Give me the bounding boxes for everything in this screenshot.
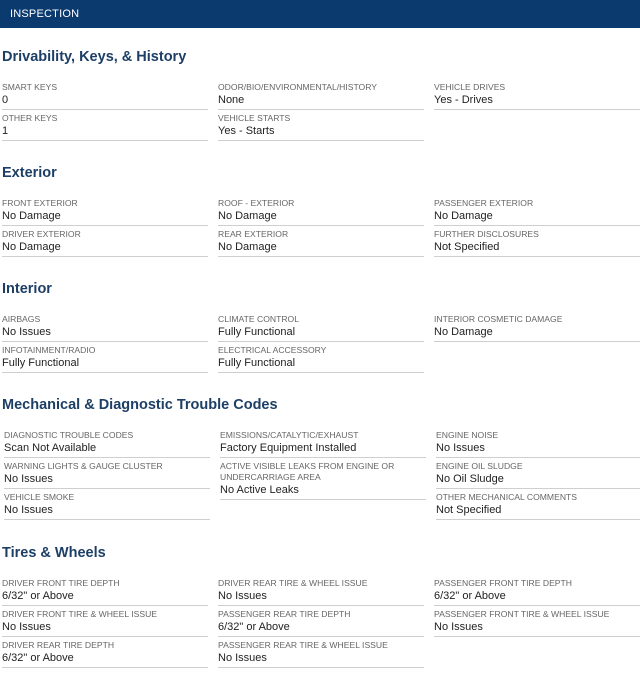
field-vehicle-drives <box>434 82 640 110</box>
field-label: AIRBAGS <box>2 314 41 324</box>
field-label: VEHICLE DRIVES <box>434 82 506 92</box>
field-rear-exterior <box>218 229 424 257</box>
field-value: Fully Functional <box>2 357 80 369</box>
field-value: Yes - Drives <box>434 94 493 106</box>
field-value: Factory Equipment Installed <box>220 442 357 454</box>
field-label: VEHICLE STARTS <box>218 113 291 123</box>
field-value: 0 <box>2 94 9 106</box>
field-label: ENGINE NOISE <box>436 430 499 440</box>
field-label: DRIVER EXTERIOR <box>2 229 81 239</box>
field-value: No Issues <box>434 621 483 633</box>
field-smart-keys <box>2 82 208 110</box>
field-value: Fully Functional <box>218 357 296 369</box>
field-driver-exterior <box>2 229 208 257</box>
field-label: FURTHER DISCLOSURES <box>434 229 539 239</box>
section-drivability <box>0 48 640 144</box>
field-passenger-exterior <box>434 198 640 226</box>
field-value: No Issues <box>4 473 53 485</box>
field-value: No Damage <box>2 210 61 222</box>
field-further-disclosures <box>434 229 640 257</box>
field-label: DRIVER REAR TIRE DEPTH <box>2 640 115 650</box>
field-value: No Damage <box>434 210 493 222</box>
field-electrical-accessory <box>218 345 424 373</box>
field-value: No Issues <box>218 590 267 602</box>
field-label: EMISSIONS/CATALYTIC/EXHAUST <box>220 430 359 440</box>
section-title: Mechanical & Diagnostic Trouble Codes <box>2 397 278 413</box>
field-label: INFOTAINMENT/RADIO <box>2 345 96 355</box>
field-value: 6/32" or Above <box>2 652 74 664</box>
field-value: No Active Leaks <box>220 484 299 496</box>
field-label: REAR EXTERIOR <box>218 229 289 239</box>
field-label: ODOR/BIO/ENVIRONMENTAL/HISTORY <box>218 82 378 92</box>
field-value: No Damage <box>2 241 61 253</box>
field-label: WARNING LIGHTS & GAUGE CLUSTER <box>4 461 163 471</box>
field-label: OTHER MECHANICAL COMMENTS <box>436 492 578 502</box>
field-other-mechanical-comments <box>436 492 640 520</box>
field-label: PASSENGER REAR TIRE DEPTH <box>218 609 351 619</box>
field-value: No Oil Sludge <box>436 473 504 485</box>
field-value: Not Specified <box>434 241 500 253</box>
inspection-header <box>0 0 640 28</box>
field-value: No Issues <box>436 442 485 454</box>
section-title: Tires & Wheels <box>2 545 106 561</box>
field-label: CLIMATE CONTROL <box>218 314 300 324</box>
field-odor-history <box>218 82 424 110</box>
field-value: No Damage <box>434 326 493 338</box>
field-label: DRIVER REAR TIRE & WHEEL ISSUE <box>218 578 368 588</box>
field-climate-control <box>218 314 424 342</box>
field-label: FRONT EXTERIOR <box>2 198 78 208</box>
field-value: None <box>218 94 245 106</box>
field-value: Fully Functional <box>218 326 296 338</box>
field-diagnostic-trouble-codes <box>4 430 210 458</box>
field-driver-front-tire-depth <box>2 578 208 606</box>
field-engine-noise <box>436 430 640 458</box>
field-label: OTHER KEYS <box>2 113 58 123</box>
field-other-keys <box>2 113 208 141</box>
field-value: Scan Not Available <box>4 442 97 454</box>
field-value: No Issues <box>218 652 267 664</box>
section-interior <box>0 280 640 376</box>
field-passenger-front-tire-wheel-issue <box>434 609 640 637</box>
field-label: INTERIOR COSMETIC DAMAGE <box>434 314 563 324</box>
field-value: Yes - Starts <box>218 125 275 137</box>
field-driver-rear-tire-wheel-issue <box>218 578 424 606</box>
section-title: Exterior <box>2 165 57 181</box>
field-warning-lights <box>4 461 210 489</box>
field-passenger-rear-tire-depth <box>218 609 424 637</box>
field-emissions <box>220 430 426 458</box>
field-vehicle-smoke <box>4 492 210 520</box>
field-passenger-front-tire-depth <box>434 578 640 606</box>
field-label: SMART KEYS <box>2 82 58 92</box>
field-label: DIAGNOSTIC TROUBLE CODES <box>4 430 134 440</box>
field-label: PASSENGER EXTERIOR <box>434 198 534 208</box>
field-driver-rear-tire-depth <box>2 640 208 668</box>
field-active-leaks <box>220 461 426 500</box>
field-passenger-rear-tire-wheel-issue <box>218 640 424 668</box>
field-label: PASSENGER FRONT TIRE DEPTH <box>434 578 572 588</box>
field-value: No Issues <box>4 504 53 516</box>
field-label: PASSENGER REAR TIRE & WHEEL ISSUE <box>218 640 388 650</box>
field-label: VEHICLE SMOKE <box>4 492 75 502</box>
field-label: DRIVER FRONT TIRE & WHEEL ISSUE <box>2 609 158 619</box>
field-value: No Damage <box>218 210 277 222</box>
field-value: Not Specified <box>436 504 502 516</box>
field-value: 1 <box>2 125 9 137</box>
field-front-exterior <box>2 198 208 226</box>
field-engine-oil-sludge <box>436 461 640 489</box>
field-vehicle-starts <box>218 113 424 141</box>
field-label: ACTIVE VISIBLE LEAKS FROM ENGINE OR UNDERCARRIAGE AREA <box>220 461 395 482</box>
field-value: 6/32" or Above <box>434 590 506 602</box>
field-value: No Damage <box>218 241 277 253</box>
field-value: 6/32" or Above <box>2 590 74 602</box>
field-driver-front-tire-wheel-issue <box>2 609 208 637</box>
field-label: ROOF - EXTERIOR <box>218 198 295 208</box>
field-airbags <box>2 314 208 342</box>
field-value: 6/32" or Above <box>218 621 290 633</box>
field-roof-exterior <box>218 198 424 226</box>
field-value: No Issues <box>2 326 51 338</box>
section-title: Drivability, Keys, & History <box>2 49 187 65</box>
header-title: INSPECTION <box>10 8 80 20</box>
field-infotainment-radio <box>2 345 208 373</box>
section-exterior <box>0 164 640 260</box>
field-value: No Issues <box>2 621 51 633</box>
field-label: DRIVER FRONT TIRE DEPTH <box>2 578 120 588</box>
section-title: Interior <box>2 281 52 297</box>
field-interior-cosmetic-damage <box>434 314 640 342</box>
field-label: ENGINE OIL SLUDGE <box>436 461 523 471</box>
section-tires-wheels <box>0 544 640 671</box>
field-label: PASSENGER FRONT TIRE & WHEEL ISSUE <box>434 609 610 619</box>
field-label: ELECTRICAL ACCESSORY <box>218 345 327 355</box>
